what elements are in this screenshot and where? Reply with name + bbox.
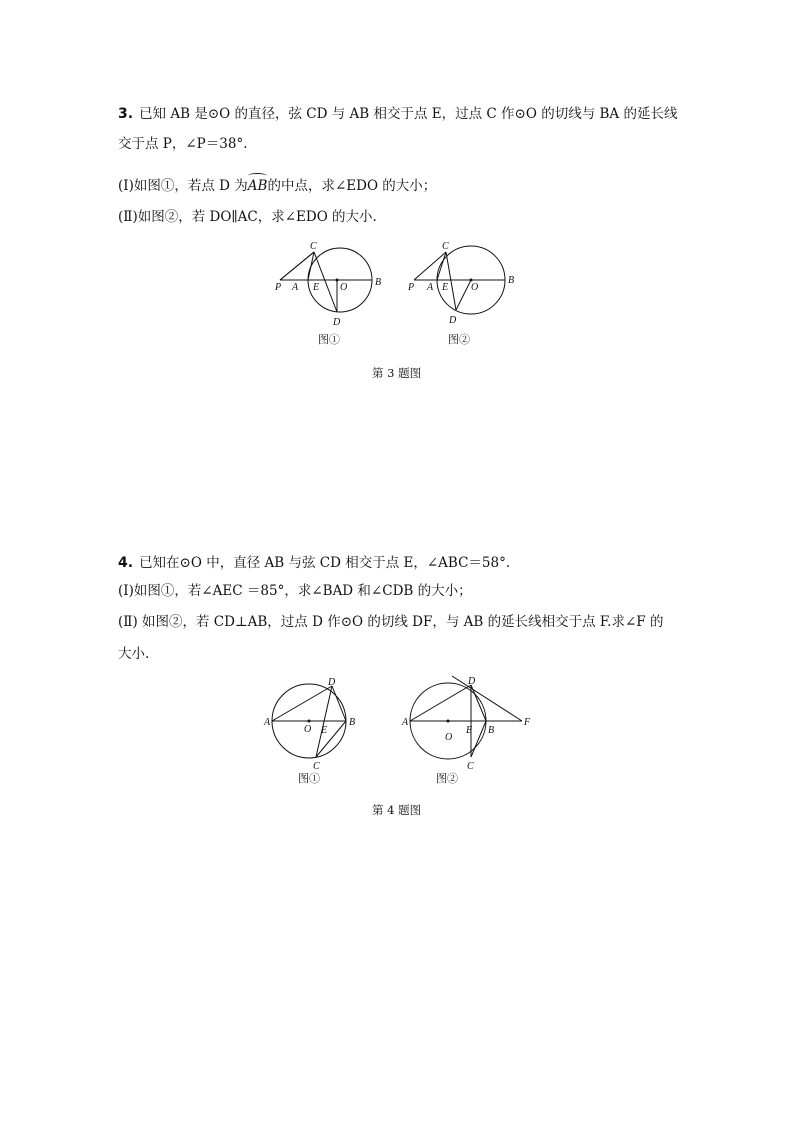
q3-fig2-caption: 图② [448, 333, 470, 346]
q4-fig1-caption: 图① [298, 772, 320, 785]
q4-fig2-label-f: F [524, 717, 531, 728]
q4-figure-caption: 第 4 题图 [372, 803, 422, 817]
q4-fig1-label-e: E [321, 725, 328, 736]
q3-fig1-label-c: C [310, 241, 317, 252]
q3-line2: 交于点 P，∠P＝38°. [118, 136, 248, 152]
q4-fig2-label-d: D [468, 676, 476, 687]
q3-part1-pre: (Ⅰ)如图①，若点 D 为 [118, 178, 248, 194]
q3-number: 3. [118, 106, 134, 122]
q3-fig2-label-o: O [471, 282, 479, 293]
q3-fig1-caption: 图① [318, 333, 340, 346]
q3-fig2-line-do [456, 280, 471, 310]
q4-fig1-line-ad [272, 686, 332, 721]
q4-fig2-line-bc [471, 721, 486, 757]
q4-line1 [118, 553, 510, 573]
q4-fig2-label-c: C [467, 761, 474, 772]
q3-part2: (Ⅱ)如图②，若 DO∥AC，求∠EDO 的大小. [118, 209, 377, 225]
q4-fig2-tangent-df [452, 676, 522, 721]
q3-fig2-label-d: D [449, 315, 457, 326]
q4-fig2-label-b: B [488, 725, 495, 736]
q3-fig2-label-b: B [508, 275, 515, 286]
q4-fig2-center-dot [447, 720, 450, 723]
q3-part1 [118, 176, 436, 196]
q3-fig2-label-c: C [442, 241, 449, 252]
q3-line1 [118, 104, 677, 124]
q4-figure-2-svg [400, 674, 540, 774]
q3-part1-post: 的中点，求∠EDO 的大小； [267, 178, 437, 194]
q3-fig2-label-e: E [442, 282, 449, 293]
q3-part1-arc: AB [247, 178, 268, 194]
q4-figure-2 [400, 674, 540, 774]
q4-text-line1: 已知在⊙O 中，直径 AB 与弦 CD 相交于点 E，∠ABC＝58°. [139, 555, 511, 571]
q3-fig1-label-a: A [292, 282, 299, 293]
q4-fig2-label-o: O [445, 732, 453, 743]
q3-fig2-label-p: P [408, 282, 415, 293]
q3-figure-caption: 第 3 题图 [372, 366, 422, 380]
q3-figure-1-svg [270, 238, 390, 338]
q3-fig1-label-e: E [313, 282, 320, 293]
q4-fig1-label-a: A [264, 717, 271, 728]
q3-figure-1 [270, 238, 390, 338]
q4-fig1-label-c: C [313, 761, 320, 772]
q3-fig2-chord-cd [446, 252, 456, 310]
q4-number: 4. [118, 555, 134, 571]
q3-figure-2 [404, 238, 524, 338]
q4-figure-1 [262, 674, 372, 774]
q4-fig2-caption: 图② [436, 772, 458, 785]
q4-part2-line1: (Ⅱ) 如图②，若 CD⊥AB，过点 D 作⊙O 的切线 DF，与 AB 的延长线相交于点 F.求∠F 的 [118, 614, 664, 630]
q4-fig1-label-o: O [304, 724, 312, 735]
q4-fig1-label-b: B [349, 717, 356, 728]
q4-fig2-line-db [471, 685, 486, 721]
q4-part1: (Ⅰ)如图①，若∠AEC ＝85°，求∠BAD 和∠CDB 的大小； [118, 583, 472, 599]
q3-fig1-center-dot [336, 279, 339, 282]
q3-fig1-label-d: D [333, 317, 341, 328]
q4-fig1-label-d: D [328, 677, 336, 688]
q3-fig1-label-p: P [275, 282, 282, 293]
q4-figure-1-svg [262, 674, 372, 774]
q4-fig1-center-dot [308, 720, 311, 723]
q4-fig1-line-db [332, 686, 346, 721]
q3-text-line1: 已知 AB 是⊙O 的直径，弦 CD 与 AB 相交于点 E，过点 C 作⊙O 的切线与 BA 的延长线 [139, 106, 678, 122]
q3-figure-2-svg [404, 238, 524, 338]
q4-fig2-line-ad [410, 685, 471, 721]
q4-fig2-label-a: A [402, 717, 409, 728]
q4-part2-line2: 大小. [118, 646, 150, 662]
q4-fig2-label-e: E [466, 725, 473, 736]
q3-fig2-label-a: A [427, 282, 434, 293]
q3-fig1-label-o: O [340, 282, 348, 293]
q3-fig1-label-b: B [375, 277, 382, 288]
